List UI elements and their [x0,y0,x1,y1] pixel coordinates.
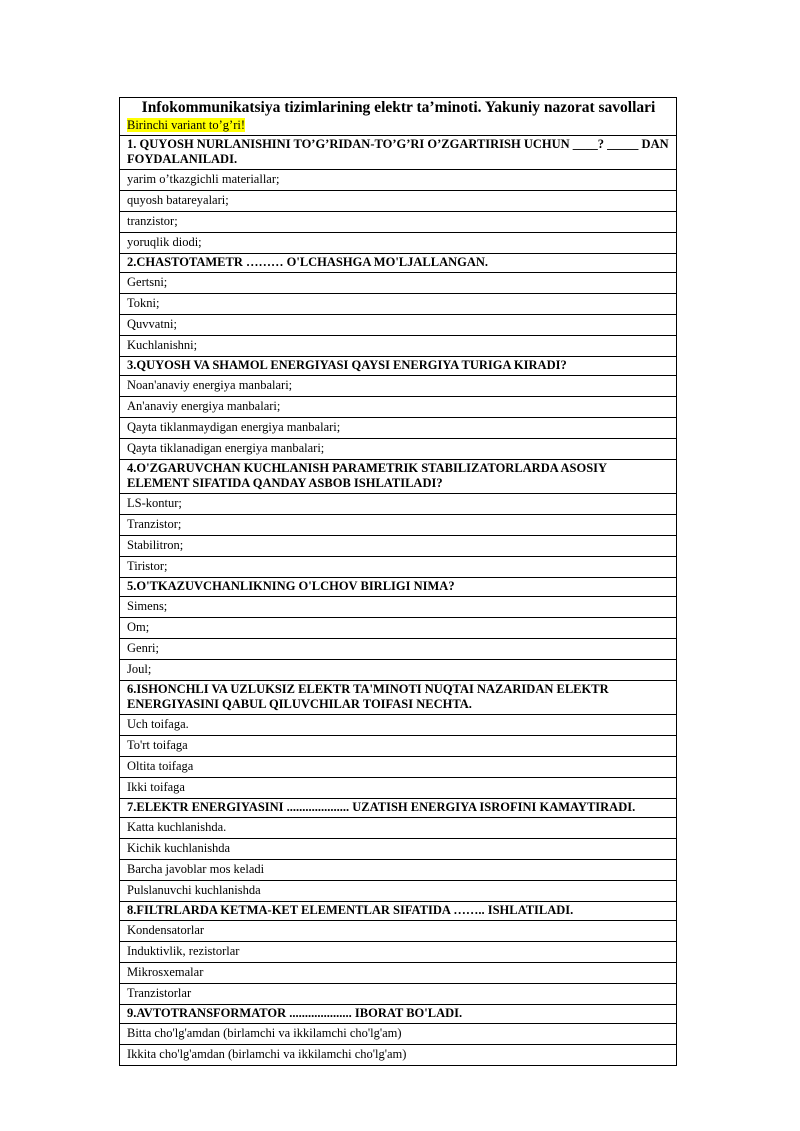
answer-option: Quvvatni; [120,315,676,336]
answer-option: Gertsni; [120,273,676,294]
question-8: 8.FILTRLARDA KETMA-KET ELEMENTLAR SIFATIDA …….. ISHLATILADI. [120,902,676,921]
answer-option: Tranzistor; [120,515,676,536]
answer-option: Genri; [120,639,676,660]
answer-option: Om; [120,618,676,639]
answer-option: Qayta tiklanadigan energiya manbalari; [120,439,676,460]
answer-option: Katta kuchlanishda. [120,818,676,839]
question-1: 1. QUYOSH NURLANISHINI TO’G’RIDAN-TO’G’RI O’ZGARTIRISH UCHUN ____? _____ DAN FOYDALANILADI. [120,136,676,170]
question-2: 2.CHASTOTAMETR ……… O'LCHASHGA MO'LJALLANGAN. [120,254,676,273]
answer-option: yarim o’tkazgichli materiallar; [120,170,676,191]
answer-option: quyosh batareyalari; [120,191,676,212]
answer-option: Noan'anaviy energiya manbalari; [120,376,676,397]
answer-option: Bitta cho'lg'amdan (birlamchi va ikkilamchi cho'lg'am) [120,1024,676,1045]
answer-option: Joul; [120,660,676,681]
answer-option: Ikki toifaga [120,778,676,799]
answer-option: Kichik kuchlanishda [120,839,676,860]
answer-option: An'anaviy energiya manbalari; [120,397,676,418]
question-4: 4.O'ZGARUVCHAN KUCHLANISH PARAMETRIK STABILIZATORLARDA ASOSIY ELEMENT SIFATIDA QANDAY ASBOB ISHLATILADI? [120,460,676,494]
answer-option: Kuchlanishni; [120,336,676,357]
answer-option: Tiristor; [120,557,676,578]
answer-option: LS-kontur; [120,494,676,515]
answer-option: tranzistor; [120,212,676,233]
question-9: 9.AVTOTRANSFORMATOR .................... IBORAT BO'LADI. [120,1005,676,1024]
answer-option: Kondensatorlar [120,921,676,942]
answer-option: Stabilitron; [120,536,676,557]
answer-option: Ikkita cho'lg'amdan (birlamchi va ikkilamchi cho'lg'am) [127,1047,407,1061]
answer-option: Uch toifaga. [120,715,676,736]
answer-option: Induktivlik, rezistorlar [120,942,676,963]
question-7: 7.ELEKTR ENERGIYASINI .................... UZATISH ENERGIYA ISROFINI KAMAYTIRADI. [120,799,676,818]
answer-option: Tranzistorlar [120,984,676,1005]
answer-option: Pulslanuvchi kuchlanishda [120,881,676,902]
question-6: 6.ISHONCHLI VA UZLUKSIZ ELEKTR TA'MINOTI NUQTAI NAZARIDAN ELEKTR ENERGIYASINI QABUL QILUVCHILAR TOIFASI NECHTA. [120,681,676,715]
answer-option: To'rt toifaga [120,736,676,757]
answer-option: Simens; [120,597,676,618]
answer-option: Barcha javoblar mos keladi [120,860,676,881]
question-3: 3.QUYOSH VA SHAMOL ENERGIYASI QAYSI ENERGIYA TURIGA KIRADI? [120,357,676,376]
answer-option: Qayta tiklanmaydigan energiya manbalari; [120,418,676,439]
quiz-table [119,97,677,1066]
answer-option: Oltita toifaga [120,757,676,778]
document-title: Infokommunikatsiya tizimlarining elektr ta’minoti. Yakuniy nazorat savollari [141,99,656,116]
header-cell [120,98,676,136]
answer-option: Mikrosxemalar [120,963,676,984]
highlighted-note: Birinchi variant to’g’ri! [127,118,246,132]
question-5: 5.O'TKAZUVCHANLIKNING O'LCHOV BIRLIGI NIMA? [120,578,676,597]
answer-option: yoruqlik diodi; [120,233,676,254]
answer-option: Tokni; [120,294,676,315]
